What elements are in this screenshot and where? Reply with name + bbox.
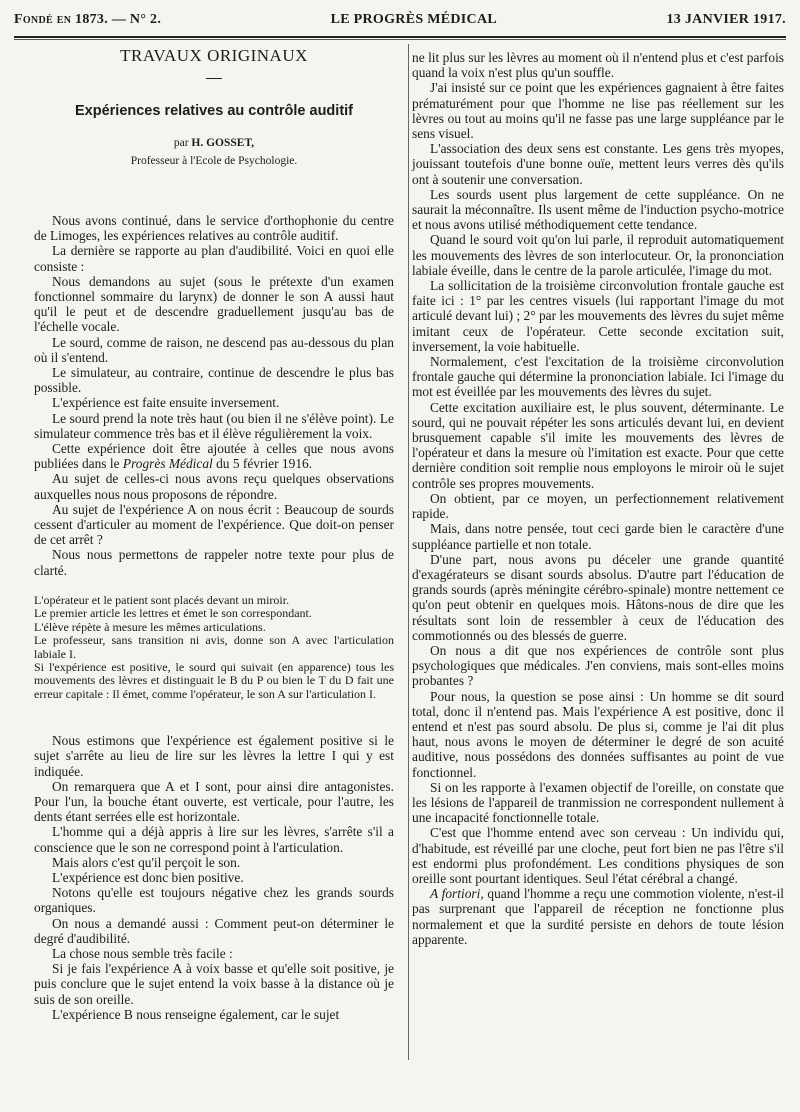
column-divider [408, 44, 409, 1060]
paragraph: L'expérience est donc bien positive. [52, 869, 244, 885]
paragraph: La sollicitation de la troisième circonvolution frontale gauche est faite ici : 1° par les centres visuels (lui rapportant l'image du mot articulé devant lui) ; 2° par les mouvements des lèvres du sujet même imitant ceux de l'opérateur. Cette seconde excitation suit, inversement, la voie habituelle. [412, 278, 785, 354]
text-run: quand l'homme a reçu une commotion violente, n'est-il pas surprenant que l'appareil de réception ne fonctionne plus normalement et que la surdité persiste en dehors de toute lésion apparente. [412, 886, 785, 947]
founding-and-issue: Fondé en 1873. — N° 2. [14, 12, 162, 27]
left-column [34, 48, 394, 1022]
paragraph: Au sujet de celles-ci nous avons reçu quelques observations auxquelles nous nous proposons de répondre. [34, 471, 394, 502]
paragraph: D'une part, nous avons pu déceler une grande quantité d'exagérateurs se disant sourds absolus. D'autre part l'éducation de grands sourds (après méningite cérébro-spinale) montre nettement ce qu'on peut obtenir en quelques mois. Hâtons-nous de dire que les résultats sont loin de ressembler à ceux de l'éducation des commotionnés ou des blessés de guerre. [412, 551, 784, 643]
running-header [14, 12, 786, 34]
author-name: H. GOSSET, [191, 136, 255, 149]
paragraph: La chose nous semble très facile : [52, 945, 233, 961]
paragraph: L'expérience est faite ensuite inversement. [52, 395, 280, 411]
paragraph: Si je fais l'expérience A à voix basse et qu'elle soit positive, je puis conclure que le sujet entend la voix basse à la distance où je suis de son oreille. [34, 961, 394, 1007]
paragraph: Mais alors c'est qu'il perçoit le son. [52, 854, 241, 870]
text-run: du 5 février 1916. [212, 456, 313, 472]
quoted-protocol [34, 594, 394, 701]
byline [34, 136, 394, 151]
paragraph: Nous avons continué, dans le service d'orthophonie du centre de Limoges, les expériences relatives au contrôle auditif. [34, 213, 394, 244]
paragraph: La dernière se rapporte au plan d'audibilité. Voici en quoi elle consiste : [34, 243, 394, 274]
paragraph: Si on les rapporte à l'examen objectif de l'oreille, on constate que les lésions de l'appareil de tranmission ne correspondent nullement à une incapacité fonctionnelle totale. [412, 779, 784, 826]
journal-name: LE PROGRÈS MÉDICAL [330, 12, 498, 27]
byline-prefix: par [173, 136, 189, 149]
paragraph: L'expérience B nous renseigne également, car le sujet [52, 1006, 340, 1022]
paragraph: Le simulateur, au contraire, continue de descendre le plus bas possible. [34, 365, 394, 396]
paragraph: Normalement, c'est l'excitation de la troisième circonvolution frontale gauche qui détermine la prononciation labiale. Ici l'image du mot est éveillée par les mouvements des lèvres du sujet. [412, 354, 784, 400]
text-run: Cette expérience doit être ajoutée à celles que nous avons publiées dans le [34, 441, 394, 472]
paragraph: On nous a demandé aussi : Comment peut-on déterminer le degré d'audibilité. [34, 915, 394, 946]
quote-line: L'élève répète à mesure les mêmes articulations. [34, 619, 266, 634]
title-dash [34, 69, 394, 84]
paragraph: L'homme qui a déjà appris à lire sur les lèvres, s'arrête s'il a conscience que le son ne correspond point à l'articulation. [34, 824, 394, 855]
paragraph: C'est que l'homme entend avec son cerveau : Un individu qui, d'habitude, est réveillé par une cloche, peut fort bien ne pas l'être s'il est endormi plus profondément. Les conditions physiques de son oreille sont pourtant identiques. Seul l'état cérébral a changé. [412, 825, 784, 886]
paragraph: Cette excitation auxiliaire est, le plus souvent, déterminante. Le sourd, qui ne pouvait répéter les sons articulés devant lui, en devient brusquement capable s'il imite les mouvements des lèvres de l'opérateur et dans la mesure où l'imitation est exacte. Pour que cette dernière condition soit remplie nous employons le miroir où le sujet contrôle ses propres mouvements. [412, 399, 784, 491]
paragraph [412, 886, 784, 947]
paragraph: Au sujet de l'expérience A on nous écrit : Beaucoup de sourds cessent d'articuler au moment de l'expérience. Que doit-on penser de cet arrêt ? [34, 501, 394, 548]
paragraph: Nous demandons au sujet (sous le prétexte d'un examen fonctionnel sommaire du larynx) de donner le son A aussi haut qu'il le peut et de descendre graduellement jusqu'au bas de l'échelle vocale. [34, 273, 394, 335]
right-column [412, 50, 784, 947]
paragraph: Notons qu'elle est toujours négative chez les grands sourds organiques. [34, 885, 394, 916]
quote-line: Le premier article les lettres et émet le son correspondant. [34, 606, 312, 621]
paragraph: Les sourds usent plus largement de cette suppléance. On ne saurait la méconnaître. Ils usent même de l'induction psycho-motrice et nous avons utilisé méthodiquement cette tendance. [412, 186, 784, 233]
header-rule [14, 36, 786, 38]
italic-phrase: A fortiori, [430, 886, 484, 902]
spacer [34, 715, 394, 733]
paragraph: Le sourd, comme de raison, ne descend pas au-dessous du plan où il s'entend. [34, 334, 394, 365]
quote-line: Le professeur, sans transition ni avis, donne son A avec l'articulation labiale I. [34, 633, 394, 661]
journal-reference: Progrès Médical [122, 456, 213, 472]
author-affiliation: Professeur à l'Ecole de Psychologie. [130, 154, 298, 167]
paragraph: Mais, dans notre pensée, tout ceci garde bien le caractère d'une suppléance partielle et non totale. [412, 521, 784, 552]
article-title: Expériences relatives au contrôle auditif [74, 103, 354, 120]
header-rule-thin [14, 39, 786, 40]
section-title: TRAVAUX ORIGINAUX [120, 46, 308, 65]
paragraph: Nous estimons que l'expérience est également positive si le sujet s'arrête au lieu de lire sur les lèvres la lettre I qui y est indiquée. [34, 733, 394, 779]
paragraph: On nous a dit que nos expériences de contrôle sont plus psychologiques que médicales. J'en conviens, mais sont-elles moins probantes ? [412, 642, 784, 689]
paragraph [34, 441, 394, 471]
paragraph: On obtient, par ce moyen, un perfectionnement relativement rapide. [412, 490, 784, 522]
paragraph: Nous nous permettons de rappeler notre texte pour plus de clarté. [34, 547, 394, 578]
issue-date: 13 JANVIER 1917. [666, 12, 786, 27]
quote-line: L'opérateur et le patient sont placés devant un miroir. [34, 592, 290, 607]
paragraph: On remarquera que A et I sont, pour ainsi dire antagonistes. Pour l'un, la bouche étant ouverte, est verticale, pour l'autre, les dents étant serrées elle est horizontale. [34, 778, 394, 825]
paragraph: Pour nous, la question se pose ainsi : Un homme se dit sourd total, donc il n'entend pas. Mais l'expérience A est positive, donc il entend et n'est pas sourd absolu. De plus si, comme je l'ai dit plus haut, nous avons le moyen de déterminer le degré de son acuité auditive, nous possédons des données suffisantes au point de vue fonctionnel. [412, 688, 784, 780]
paragraph: Le sourd prend la note très haut (ou bien il ne s'élève point). Le simulateur commence très bas et il élève régulièrement la voix. [34, 410, 394, 441]
paragraph: J'ai insisté sur ce point que les expériences gagnaient à être faites prématurément pour que l'homme ne lise pas réellement sur les lèvres ou tout au moins qu'il ne fasse pas une large suppléance par le sens visuel. [412, 80, 784, 142]
quote-line: Si l'expérience est positive, le sourd qui suivait (en apparence) tous les mouvements des lèvres et distinguait le B du P ou bien le T du D fait une erreur capitale : Il émet, comme l'opérateur, le son A sur l'articulation I. [34, 659, 394, 701]
paragraph: Quand le sourd voit qu'on lui parle, il reproduit automatiquement les mouvements des lèvres de son interlocuteur. Or, la prononciation labiale éveille, dans le centre de la parole articulée, l'image du mot. [412, 232, 784, 278]
paragraph: ne lit plus sur les lèvres au moment où il n'entend plus et c'est parfois quand la voix n'est plus qu'un souffle. [412, 50, 784, 81]
paragraph: L'association des deux sens est constante. Les gens très myopes, jouissant toutefois d'une bonne ouïe, mettent leurs verres dès qu'ils ont à soutenir une conversation. [412, 141, 784, 187]
